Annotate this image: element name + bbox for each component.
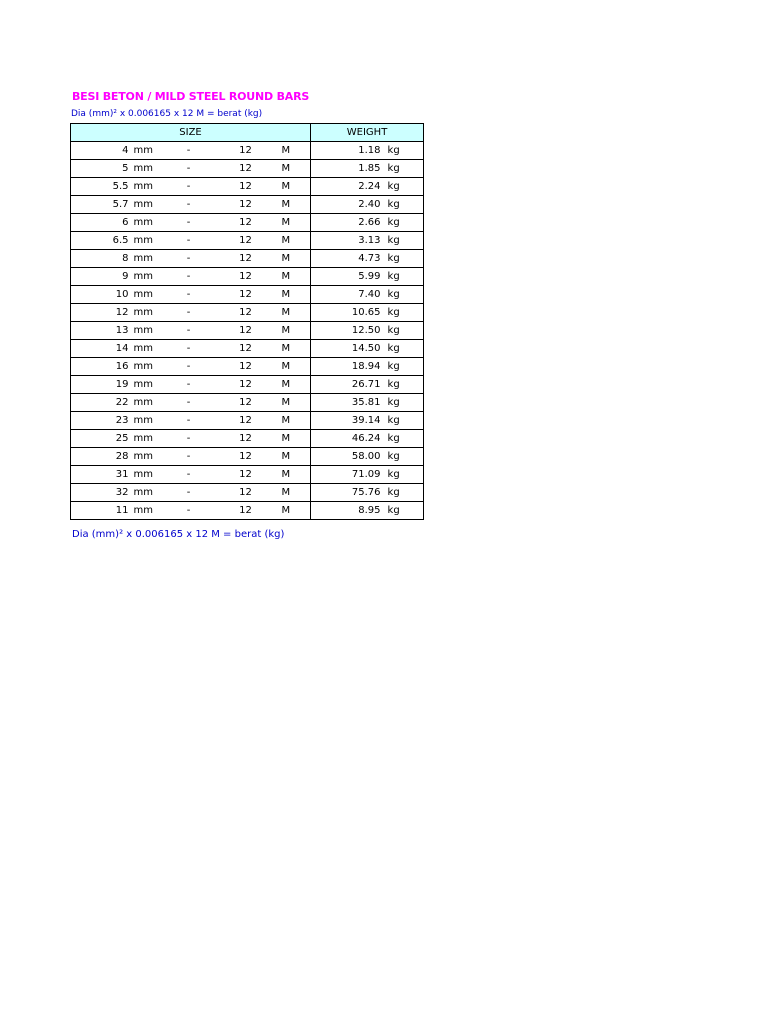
length-unit-cell: M <box>273 268 311 286</box>
diameter-unit-cell: mm <box>129 214 159 232</box>
length-unit-cell: M <box>273 358 311 376</box>
diameter-unit-cell: mm <box>129 448 159 466</box>
length-unit-cell: M <box>273 304 311 322</box>
length-unit-cell: M <box>273 160 311 178</box>
length-cell: 12 <box>219 376 273 394</box>
diameter-cell: 4 <box>71 142 129 160</box>
length-unit-cell: M <box>273 376 311 394</box>
length-unit-cell: M <box>273 484 311 502</box>
diameter-cell: 22 <box>71 394 129 412</box>
table-row <box>71 484 424 502</box>
length-unit-cell: M <box>273 196 311 214</box>
weight-cell: 2.66 <box>311 214 381 232</box>
diameter-cell: 28 <box>71 448 129 466</box>
table-row <box>71 142 424 160</box>
weight-unit-cell: kg <box>381 160 424 178</box>
length-cell: 12 <box>219 160 273 178</box>
weight-unit-cell: kg <box>381 268 424 286</box>
table-row <box>71 196 424 214</box>
separator-cell: - <box>159 250 219 268</box>
separator-cell: - <box>159 160 219 178</box>
length-cell: 12 <box>219 340 273 358</box>
separator-cell: - <box>159 304 219 322</box>
weight-unit-cell: kg <box>381 412 424 430</box>
weight-unit-cell: kg <box>381 430 424 448</box>
diameter-cell: 19 <box>71 376 129 394</box>
weight-cell: 75.76 <box>311 484 381 502</box>
weight-unit-cell: kg <box>381 502 424 520</box>
diameter-cell: 5.5 <box>71 178 129 196</box>
diameter-cell: 13 <box>71 322 129 340</box>
table-header-row <box>71 124 424 142</box>
table-row <box>71 304 424 322</box>
weight-cell: 58.00 <box>311 448 381 466</box>
weight-cell: 35.81 <box>311 394 381 412</box>
weight-cell: 8.95 <box>311 502 381 520</box>
weight-cell: 46.24 <box>311 430 381 448</box>
length-unit-cell: M <box>273 394 311 412</box>
weight-cell: 18.94 <box>311 358 381 376</box>
diameter-unit-cell: mm <box>129 142 159 160</box>
length-cell: 12 <box>219 466 273 484</box>
weight-unit-cell: kg <box>381 358 424 376</box>
diameter-cell: 6.5 <box>71 232 129 250</box>
length-cell: 12 <box>219 430 273 448</box>
length-cell: 12 <box>219 484 273 502</box>
separator-cell: - <box>159 502 219 520</box>
length-cell: 12 <box>219 304 273 322</box>
separator-cell: - <box>159 430 219 448</box>
weight-cell: 2.24 <box>311 178 381 196</box>
length-cell: 12 <box>219 250 273 268</box>
diameter-cell: 32 <box>71 484 129 502</box>
diameter-cell: 5.7 <box>71 196 129 214</box>
page-title: BESI BETON / MILD STEEL ROUND BARS <box>72 90 310 103</box>
separator-cell: - <box>159 466 219 484</box>
weight-unit-cell: kg <box>381 304 424 322</box>
length-unit-cell: M <box>273 466 311 484</box>
length-cell: 12 <box>219 412 273 430</box>
table-row <box>71 448 424 466</box>
diameter-cell: 16 <box>71 358 129 376</box>
length-unit-cell: M <box>273 448 311 466</box>
weight-cell: 14.50 <box>311 340 381 358</box>
length-cell: 12 <box>219 448 273 466</box>
table-row <box>71 340 424 358</box>
diameter-unit-cell: mm <box>129 484 159 502</box>
weight-cell: 1.85 <box>311 160 381 178</box>
diameter-unit-cell: mm <box>129 178 159 196</box>
weight-cell: 3.13 <box>311 232 381 250</box>
diameter-unit-cell: mm <box>129 250 159 268</box>
separator-cell: - <box>159 232 219 250</box>
diameter-unit-cell: mm <box>129 430 159 448</box>
separator-cell: - <box>159 178 219 196</box>
size-column-header: SIZE <box>71 124 311 142</box>
weight-unit-cell: kg <box>381 286 424 304</box>
weight-unit-cell: kg <box>381 484 424 502</box>
diameter-unit-cell: mm <box>129 358 159 376</box>
length-cell: 12 <box>219 358 273 376</box>
diameter-unit-cell: mm <box>129 286 159 304</box>
length-unit-cell: M <box>273 340 311 358</box>
table-row <box>71 412 424 430</box>
separator-cell: - <box>159 394 219 412</box>
separator-cell: - <box>159 484 219 502</box>
diameter-unit-cell: mm <box>129 268 159 286</box>
diameter-unit-cell: mm <box>129 322 159 340</box>
diameter-unit-cell: mm <box>129 466 159 484</box>
table-row <box>71 214 424 232</box>
table-row <box>71 322 424 340</box>
length-unit-cell: M <box>273 430 311 448</box>
weight-unit-cell: kg <box>381 448 424 466</box>
weight-cell: 4.73 <box>311 250 381 268</box>
table-body <box>71 142 424 520</box>
table-row <box>71 358 424 376</box>
weight-cell: 26.71 <box>311 376 381 394</box>
length-unit-cell: M <box>273 502 311 520</box>
formula-note-top: Dia (mm)² x 0.006165 x 12 M = berat (kg) <box>71 109 263 119</box>
table-row <box>71 160 424 178</box>
length-unit-cell: M <box>273 142 311 160</box>
formula-note-bottom: Dia (mm)² x 0.006165 x 12 M = berat (kg) <box>72 529 285 540</box>
diameter-cell: 6 <box>71 214 129 232</box>
weight-unit-cell: kg <box>381 214 424 232</box>
length-unit-cell: M <box>273 286 311 304</box>
length-cell: 12 <box>219 394 273 412</box>
weight-unit-cell: kg <box>381 232 424 250</box>
diameter-cell: 8 <box>71 250 129 268</box>
weight-cell: 39.14 <box>311 412 381 430</box>
separator-cell: - <box>159 286 219 304</box>
diameter-cell: 14 <box>71 340 129 358</box>
table-row <box>71 376 424 394</box>
diameter-unit-cell: mm <box>129 196 159 214</box>
weight-unit-cell: kg <box>381 394 424 412</box>
diameter-unit-cell: mm <box>129 412 159 430</box>
diameter-unit-cell: mm <box>129 304 159 322</box>
weight-cell: 10.65 <box>311 304 381 322</box>
length-cell: 12 <box>219 142 273 160</box>
separator-cell: - <box>159 376 219 394</box>
table-row <box>71 178 424 196</box>
diameter-cell: 23 <box>71 412 129 430</box>
weight-cell: 1.18 <box>311 142 381 160</box>
diameter-cell: 25 <box>71 430 129 448</box>
separator-cell: - <box>159 268 219 286</box>
separator-cell: - <box>159 214 219 232</box>
weight-unit-cell: kg <box>381 196 424 214</box>
weight-unit-cell: kg <box>381 466 424 484</box>
round-bars-table <box>70 123 424 520</box>
length-cell: 12 <box>219 502 273 520</box>
length-cell: 12 <box>219 178 273 196</box>
weight-cell: 7.40 <box>311 286 381 304</box>
length-unit-cell: M <box>273 322 311 340</box>
weight-unit-cell: kg <box>381 376 424 394</box>
table-row <box>71 268 424 286</box>
table-row <box>71 250 424 268</box>
weight-unit-cell: kg <box>381 178 424 196</box>
diameter-cell: 5 <box>71 160 129 178</box>
weight-unit-cell: kg <box>381 322 424 340</box>
table-row <box>71 232 424 250</box>
length-cell: 12 <box>219 268 273 286</box>
weight-unit-cell: kg <box>381 142 424 160</box>
weight-cell: 12.50 <box>311 322 381 340</box>
separator-cell: - <box>159 412 219 430</box>
length-unit-cell: M <box>273 232 311 250</box>
table-row <box>71 502 424 520</box>
diameter-unit-cell: mm <box>129 340 159 358</box>
length-cell: 12 <box>219 232 273 250</box>
weight-cell: 71.09 <box>311 466 381 484</box>
diameter-cell: 9 <box>71 268 129 286</box>
separator-cell: - <box>159 322 219 340</box>
diameter-unit-cell: mm <box>129 232 159 250</box>
weight-unit-cell: kg <box>381 250 424 268</box>
weight-cell: 2.40 <box>311 196 381 214</box>
diameter-cell: 10 <box>71 286 129 304</box>
length-cell: 12 <box>219 196 273 214</box>
weight-column-header: WEIGHT <box>311 124 424 142</box>
diameter-cell: 12 <box>71 304 129 322</box>
length-cell: 12 <box>219 286 273 304</box>
diameter-unit-cell: mm <box>129 160 159 178</box>
separator-cell: - <box>159 448 219 466</box>
table-row <box>71 286 424 304</box>
table-row <box>71 430 424 448</box>
diameter-unit-cell: mm <box>129 502 159 520</box>
table-row <box>71 394 424 412</box>
table-row <box>71 466 424 484</box>
weight-cell: 5.99 <box>311 268 381 286</box>
diameter-unit-cell: mm <box>129 376 159 394</box>
separator-cell: - <box>159 142 219 160</box>
separator-cell: - <box>159 358 219 376</box>
length-cell: 12 <box>219 214 273 232</box>
length-cell: 12 <box>219 322 273 340</box>
diameter-cell: 11 <box>71 502 129 520</box>
length-unit-cell: M <box>273 250 311 268</box>
separator-cell: - <box>159 196 219 214</box>
separator-cell: - <box>159 340 219 358</box>
diameter-unit-cell: mm <box>129 394 159 412</box>
length-unit-cell: M <box>273 178 311 196</box>
weight-unit-cell: kg <box>381 340 424 358</box>
length-unit-cell: M <box>273 214 311 232</box>
length-unit-cell: M <box>273 412 311 430</box>
diameter-cell: 31 <box>71 466 129 484</box>
